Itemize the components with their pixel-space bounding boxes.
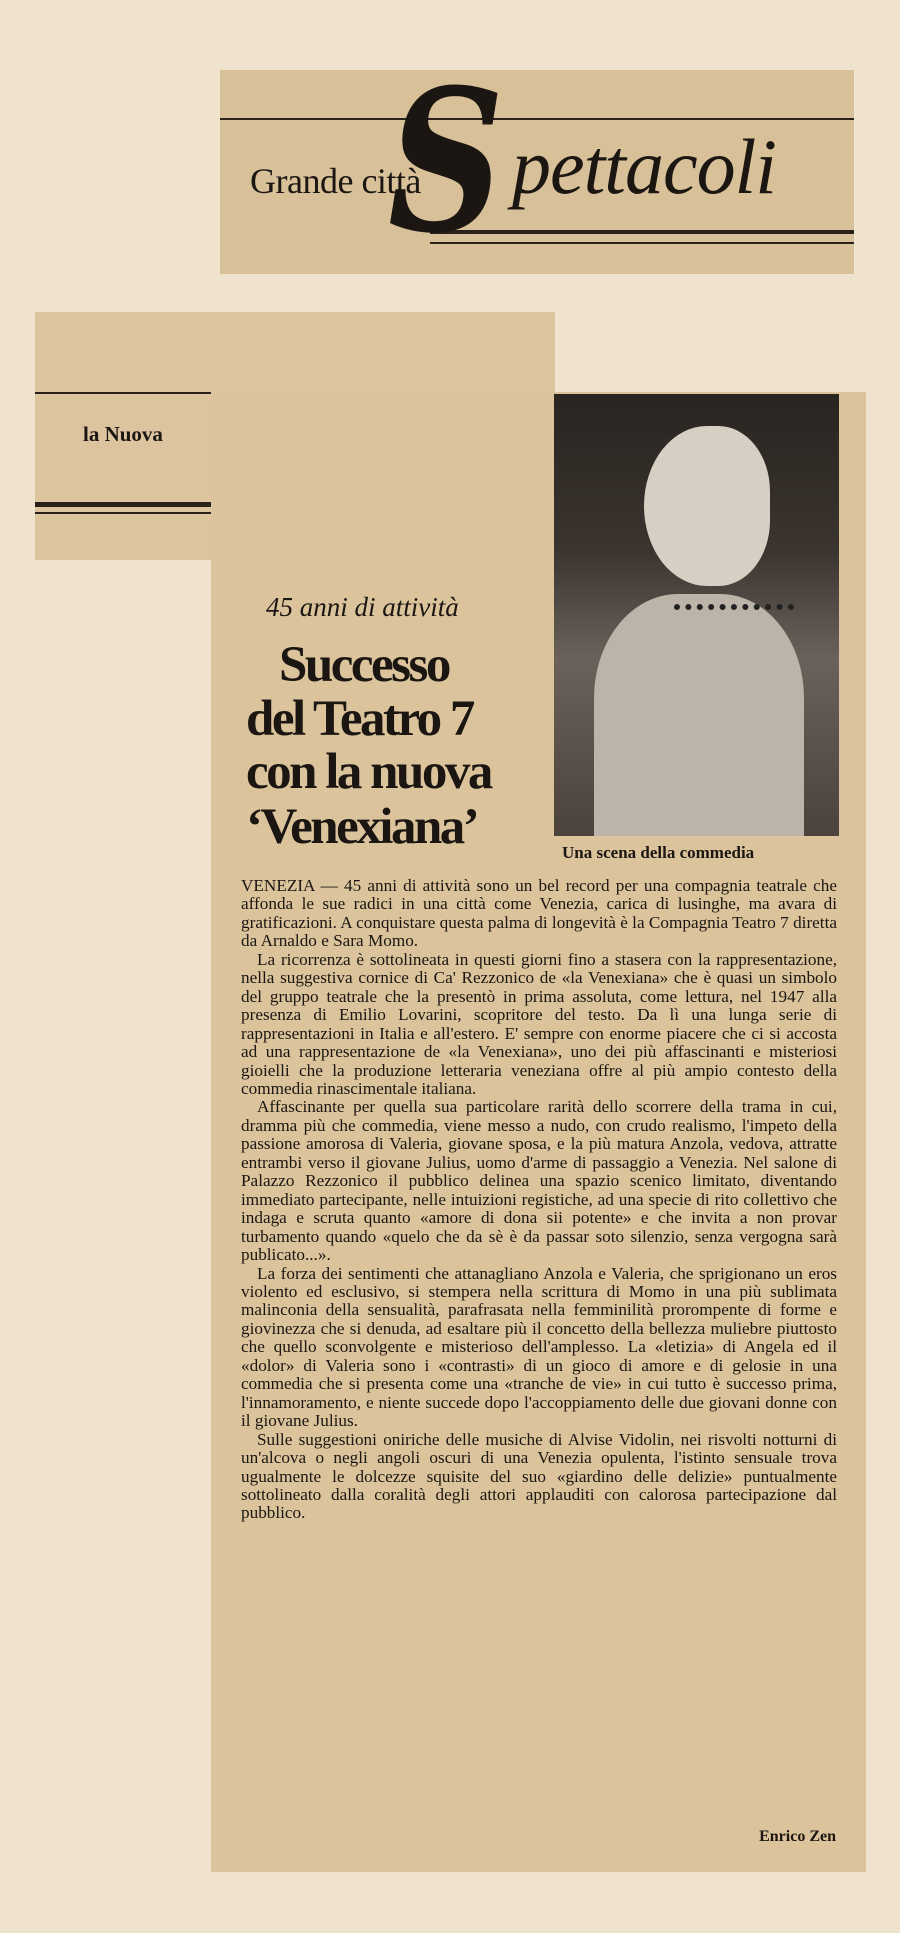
- header-rule-top: [220, 118, 854, 120]
- headline-line: del Teatro 7: [246, 691, 473, 747]
- article-kicker: 45 anni di attività: [266, 592, 459, 622]
- article-paragraph: Affascinante per quella sua particolare rarità dello scorrere della trama in cui, dramma più che commedia, viene messo a nudo, con crudo realismo, l'impeto della passione amorosa di Valeria, giovane sposa, e la più matura Anzola, vedova, attratte entrambi verso il giovane Julius, uomo d'arme di passaggio a Venezia. Nel salone di Palazzo Rezzonico il pubblico delinea una spazio scenico limitato, diventando immediato partecipante, nelle intuizioni registiche, ad una specie di rito collettivo che indaga e scruta quanto «amore di dona sii potente» e che invita a non provar turbamento quando «quelo che da sè è da passar soto silenzio, senza vergogna sarà publicato...».: [241, 1097, 837, 1265]
- headline-line: Successo: [279, 637, 449, 693]
- photo-necklace: [674, 582, 794, 610]
- section-title: pettacoli: [512, 123, 776, 210]
- section-title-initial: S: [388, 47, 505, 277]
- section-header-clipping: [220, 47, 854, 277]
- section-label: Grande città: [250, 161, 421, 201]
- photo-figure-body: [594, 594, 804, 836]
- article-byline: Enrico Zen: [759, 1828, 836, 1845]
- newspaper-name: la Nuova: [83, 422, 163, 446]
- article-clipping: [211, 392, 866, 1872]
- article-paragraph: La ricorrenza è sottolineata in questi giorni fino a stasera con la rappresentazione, nella suggestiva cornice di Ca' Rezzonico de «la Venexiana» che è quasi un simbolo del gruppo teatrale che la presentò in prima assoluta, come lettura, nel 1947 alla presenza di Emilio Lovarini, scopritore del testo. Da lì una lunga serie di rappresentazioni in Italia e all'estero. E' sempre con enorme piacere che ci si accosta ad una rappresentazione de «la Venexiana», uno dei più affascinanti e misteriosi gioielli che la produzione letteraria veneziana offre al più ampio contesto della commedia rinascimentale italiana.: [241, 949, 837, 1098]
- article-paragraph: Sulle suggestioni oniriche delle musiche di Alvise Vidolin, nei risvolti notturni di un'alcova o negli angoli oscuri di una Venezia opulenta, l'istinto sensuale trova ugualmente le dolcezze squisite del suo «giardino delle delizie» puntualmente sottolineato dalla coralità degli attori applauditi con calorosa partecipazione dal pubblico.: [241, 1429, 837, 1523]
- article-paragraph: La forza dei sentimenti che attanagliano Anzola e Valeria, che sprigionano un eros violento ed esclusivo, si stempera nella scrittura di Momo in una più sublimata malinconia della sensualità, parafrasata nella femminilità prorompente di forme e giovinezza che si denuda, ad esaltare più il concetto della bellezza muliebre piuttosto che quello sconvolgente e misterioso dell'amplesso. La «letizia» di Angela ed il «dolor» di Valeria sono i «contrasti» di un gioco di amore e di gelosie in una commedia che si presenta come una «tranche de vie» in cui tutto è successo prima, l'innamoramento, e niente succede dopo l'accoppiamento delle due giovani donne con il giovane Julius.: [241, 1263, 837, 1431]
- headline-line: ‘Venexiana’: [246, 799, 478, 855]
- article-body: [241, 877, 837, 1523]
- photo-caption: Una scena della commedia: [562, 843, 755, 862]
- photo-figure-face: [644, 426, 770, 586]
- headline-line: con la nuova: [246, 744, 491, 800]
- article-paragraph: VENEZIA — 45 anni di attività sono un bel record per una compagnia teatrale che affonda le sue radici in una città come Venezia, carica di lusinghe, ma avara di gratificazioni. A conquistare questa palma di longevità è la Compagnia Teatro 7 diretta da Arnaldo e Sara Momo.: [241, 876, 837, 951]
- article-photo: [554, 394, 839, 836]
